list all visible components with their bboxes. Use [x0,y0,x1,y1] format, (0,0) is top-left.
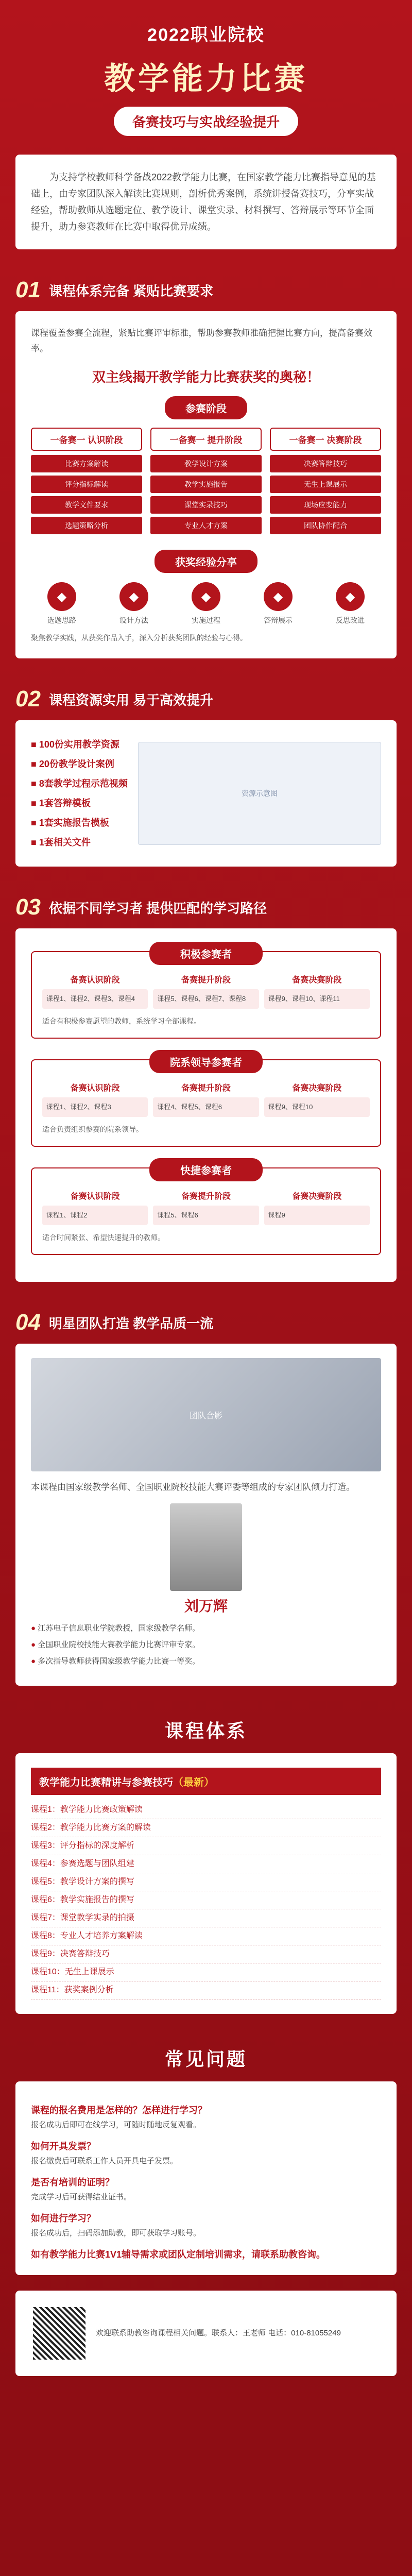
stage-column [270,428,381,537]
new-badge: （最新） [173,1777,214,1788]
stage-item: 评分指标解读 [31,476,142,493]
path-row [42,973,370,1009]
path-stage-head: 备赛认识阶段 [70,976,120,985]
faq-question: 是否有培训的证明？ [31,2177,114,2188]
faq-band: 常见问题 [164,2048,247,2070]
path-stage [42,973,148,1009]
stage-column [150,428,262,537]
course-list [31,1801,381,1999]
faq-answer: 报名缴费后可联系工作人员开具电子发票。 [31,2157,178,2165]
path-stage-body: 课程9、课程10 [264,1097,370,1117]
hero-kicker: 2022职业院校 [147,25,265,45]
path-stage-body: 课程1、课程2、课程3 [42,1097,148,1117]
stage-item: 现场应变能力 [270,496,381,514]
stage-grid [31,428,381,537]
step-label: 实施过程 [192,616,220,624]
path-stage [264,1081,370,1117]
path-stage-head: 备赛决赛阶段 [292,1192,342,1201]
stage-item: 课堂实录技巧 [150,496,262,514]
stage-item: 团队协作配合 [270,517,381,534]
faq-answer: 报名成功后即可在线学习，可随时随地反复观看。 [31,2121,201,2129]
bio-item: ● 多次指导教师获得国家级教学能力比赛一等奖。 [31,1655,381,1668]
section-title: 依据不同学习者 提供匹配的学习路径 [48,900,267,916]
experience-pill: 获奖经验分享 [154,550,258,573]
section-2-card [15,720,397,867]
path-stage-body: 课程4、课程5、课程6 [153,1097,259,1117]
expert-avatar [170,1503,242,1591]
experience-step [175,582,237,625]
path-stage-body: 课程9、课程10、课程11 [264,989,370,1009]
team-photo: 团队合影 [31,1358,381,1471]
resource-item: ■ 8套教学过程示范视频 [31,774,128,793]
path-note: 适合时间紧张、希望快速提升的教师。 [42,1233,165,1242]
section-title: 明星团队打造 教学品质一流 [48,1315,214,1331]
course-item[interactable]: 课程6：教学实施报告的撰写 [31,1891,381,1909]
section-2-header [15,674,397,720]
path-stage [153,1081,259,1117]
course-item[interactable]: 课程10：无生上课展示 [31,1963,381,1981]
faq-question: 如何开具发票？ [31,2141,96,2151]
contact-card [15,2291,397,2376]
path-stage-head: 备赛提升阶段 [181,1084,231,1093]
path-pill: 院系领导参赛者 [149,1050,263,1073]
stage-pill: 参赛阶段 [165,396,247,419]
qr-code-icon[interactable] [31,2305,88,2362]
experience-step [103,582,165,625]
section-number: 04 [15,1310,41,1335]
resource-item: ■ 1套实施报告模板 [31,813,128,833]
section-title: 课程资源实用 易于高效提升 [48,692,214,708]
section-3-header [15,882,397,928]
step-label: 设计方法 [119,616,148,624]
course-item[interactable]: 课程8：专业人才培养方案解读 [31,1927,381,1945]
bio-item: ● 江苏电子信息职业学院教授，国家级教学名师。 [31,1622,381,1635]
stage-item: 教学文件要求 [31,496,142,514]
resource-item: ■ 1套相关文件 [31,833,128,852]
course-item[interactable]: 课程7：课堂教学实录的拍摄 [31,1909,381,1927]
stage-item: 教学实施报告 [150,476,262,493]
bio-item: ● 全国职业院校技能大赛教学能力比赛评审专家。 [31,1638,381,1652]
team-text: 本课程由国家级教学名师、全国职业院校技能大赛评委等组成的专家团队倾力打造。 [31,1482,355,1492]
section-4-header [15,1297,397,1344]
learning-path-box [31,1059,381,1147]
section-title: 课程体系完备 紧贴比赛要求 [48,283,214,299]
stage-item: 选题策略分析 [31,517,142,534]
hero-subtitle: 备赛技巧与实战经验提升 [114,107,298,136]
path-note: 适合有积极参赛愿望的教师，系统学习全部课程。 [42,1017,201,1025]
resource-row [31,735,381,852]
highlight-title: 双主线揭开教学能力比赛获奖的奥秘！ [92,369,320,385]
section-4-card [15,1344,397,1686]
path-stage-head: 备赛认识阶段 [70,1192,120,1201]
stage-item: 无生上课展示 [270,476,381,493]
resource-list [31,735,128,852]
path-stage [153,973,259,1009]
experience-step [247,582,309,625]
hero-title: 教学能力比赛 [104,61,308,96]
resource-image: 资源示意图 [138,742,381,845]
course-item[interactable]: 课程4：参赛选题与团队组建 [31,1855,381,1873]
path-stage-body: 课程5、课程6、课程7、课程8 [153,989,259,1009]
section-text: 课程覆盖参赛全流程，紧贴比赛评审标准，帮助参赛教师准确把握比赛方向，提高备赛效率。 [31,328,372,353]
stage-item: 决赛答辩技巧 [270,455,381,472]
step-label: 选题思路 [47,616,76,624]
step-icon: ◆ [192,582,220,611]
path-row [42,1081,370,1117]
section-number: 03 [15,894,41,920]
path-stage [264,973,370,1009]
courses-band: 课程体系 [164,1720,247,1741]
faq-answer: 报名成功后，扫码添加助教，即可获取学习账号。 [31,2229,201,2238]
expert-bio [31,1622,381,1668]
path-stage-head: 备赛提升阶段 [181,1192,231,1201]
course-item[interactable]: 课程1：教学能力比赛政策解读 [31,1801,381,1819]
path-stage [153,1190,259,1225]
path-stage-head: 备赛认识阶段 [70,1084,120,1093]
path-stage-head: 备赛决赛阶段 [292,976,342,985]
intro-text: 为支持学校教师科学备战2022教学能力比赛，在国家教学能力比赛指导意见的基础上，由专家团队深入解读比赛规则，剖析优秀案例，系统讲授备赛技巧，分享实战经验，帮助教师从选题定位、教学设计、课堂实录、材料撰写、答辩展示等环节全面提升，助力参赛教师在比赛中取得优异成绩。 [31,172,376,232]
path-stage-head: 备赛决赛阶段 [292,1084,342,1093]
stage-head: 一备赛一 提升阶段 [150,428,262,451]
experience-steps [31,582,381,625]
intro-card [15,155,397,249]
section-1-card [15,311,397,658]
path-note: 适合负责组织参赛的院系领导。 [42,1125,143,1133]
hero-banner [0,0,412,155]
footer [31,2305,381,2362]
path-stage-body: 课程9 [264,1206,370,1225]
course-item[interactable]: 课程5：教学设计方案的撰写 [31,1873,381,1891]
course-header [31,1768,381,1795]
stage-column [31,428,142,537]
path-stage-body: 课程1、课程2、课程3、课程4 [42,989,148,1009]
stage-item: 专业人才方案 [150,517,262,534]
course-item[interactable]: 课程2：教学能力比赛方案的解读 [31,1819,381,1837]
courses-card [15,1753,397,2014]
section-3-card [15,928,397,1282]
step-icon: ◆ [119,582,148,611]
resource-item: ■ 20份教学设计案例 [31,754,128,774]
path-stage-body: 课程5、课程6 [153,1206,259,1225]
experience-note: 聚焦教学实践，从获奖作品入手，深入分析获奖团队的经验与心得。 [31,634,247,642]
faq-question: 如有教学能力比赛1V1辅导需求或团队定制培训需求，请联系助教咨询。 [31,2249,326,2260]
stage-item: 比赛方案解读 [31,455,142,472]
step-icon: ◆ [47,582,76,611]
step-label: 反思改进 [336,616,365,624]
path-stage [42,1190,148,1225]
section-1-header [15,265,397,311]
faq-question: 课程的报名费用是怎样的？怎样进行学习？ [31,2105,207,2115]
step-icon: ◆ [336,582,365,611]
learning-path-box [31,1167,381,1255]
footer-text: 欢迎联系助教咨询课程相关问题。联系人：王老师 电话：010-81055249 [96,2329,341,2337]
path-row [42,1190,370,1225]
stage-head: 一备赛一 认识阶段 [31,428,142,451]
resource-item: ■ 100份实用教学资源 [31,735,128,754]
experience-step [31,582,93,625]
step-label: 答辩展示 [264,616,293,624]
path-stage-body: 课程1、课程2 [42,1206,148,1225]
stage-head: 一备赛一 决赛阶段 [270,428,381,451]
path-stage-head: 备赛提升阶段 [181,976,231,985]
experience-step [319,582,381,625]
path-stage [264,1190,370,1225]
faq-answer: 完成学习后可获得结业证书。 [31,2193,132,2201]
expert-name: 刘万辉 [184,1598,228,1614]
path-pill: 快捷参赛者 [149,1158,263,1181]
faq-question: 如何进行学习？ [31,2213,96,2224]
course-item[interactable]: 课程11：获奖案例分析 [31,1981,381,1999]
course-item[interactable]: 课程3：评分指标的深度解析 [31,1837,381,1855]
section-number: 01 [15,277,41,302]
resource-item: ■ 1套答辩模板 [31,793,128,813]
step-icon: ◆ [264,582,293,611]
section-number: 02 [15,686,41,711]
path-stage [42,1081,148,1117]
path-pill: 积极参赛者 [149,942,263,965]
course-header-text: 教学能力比赛精讲与参赛技巧 [39,1777,173,1788]
learning-path-box [31,951,381,1039]
faq-card [15,2081,397,2275]
course-item[interactable]: 课程9：决赛答辩技巧 [31,1945,381,1963]
stage-item: 教学设计方案 [150,455,262,472]
